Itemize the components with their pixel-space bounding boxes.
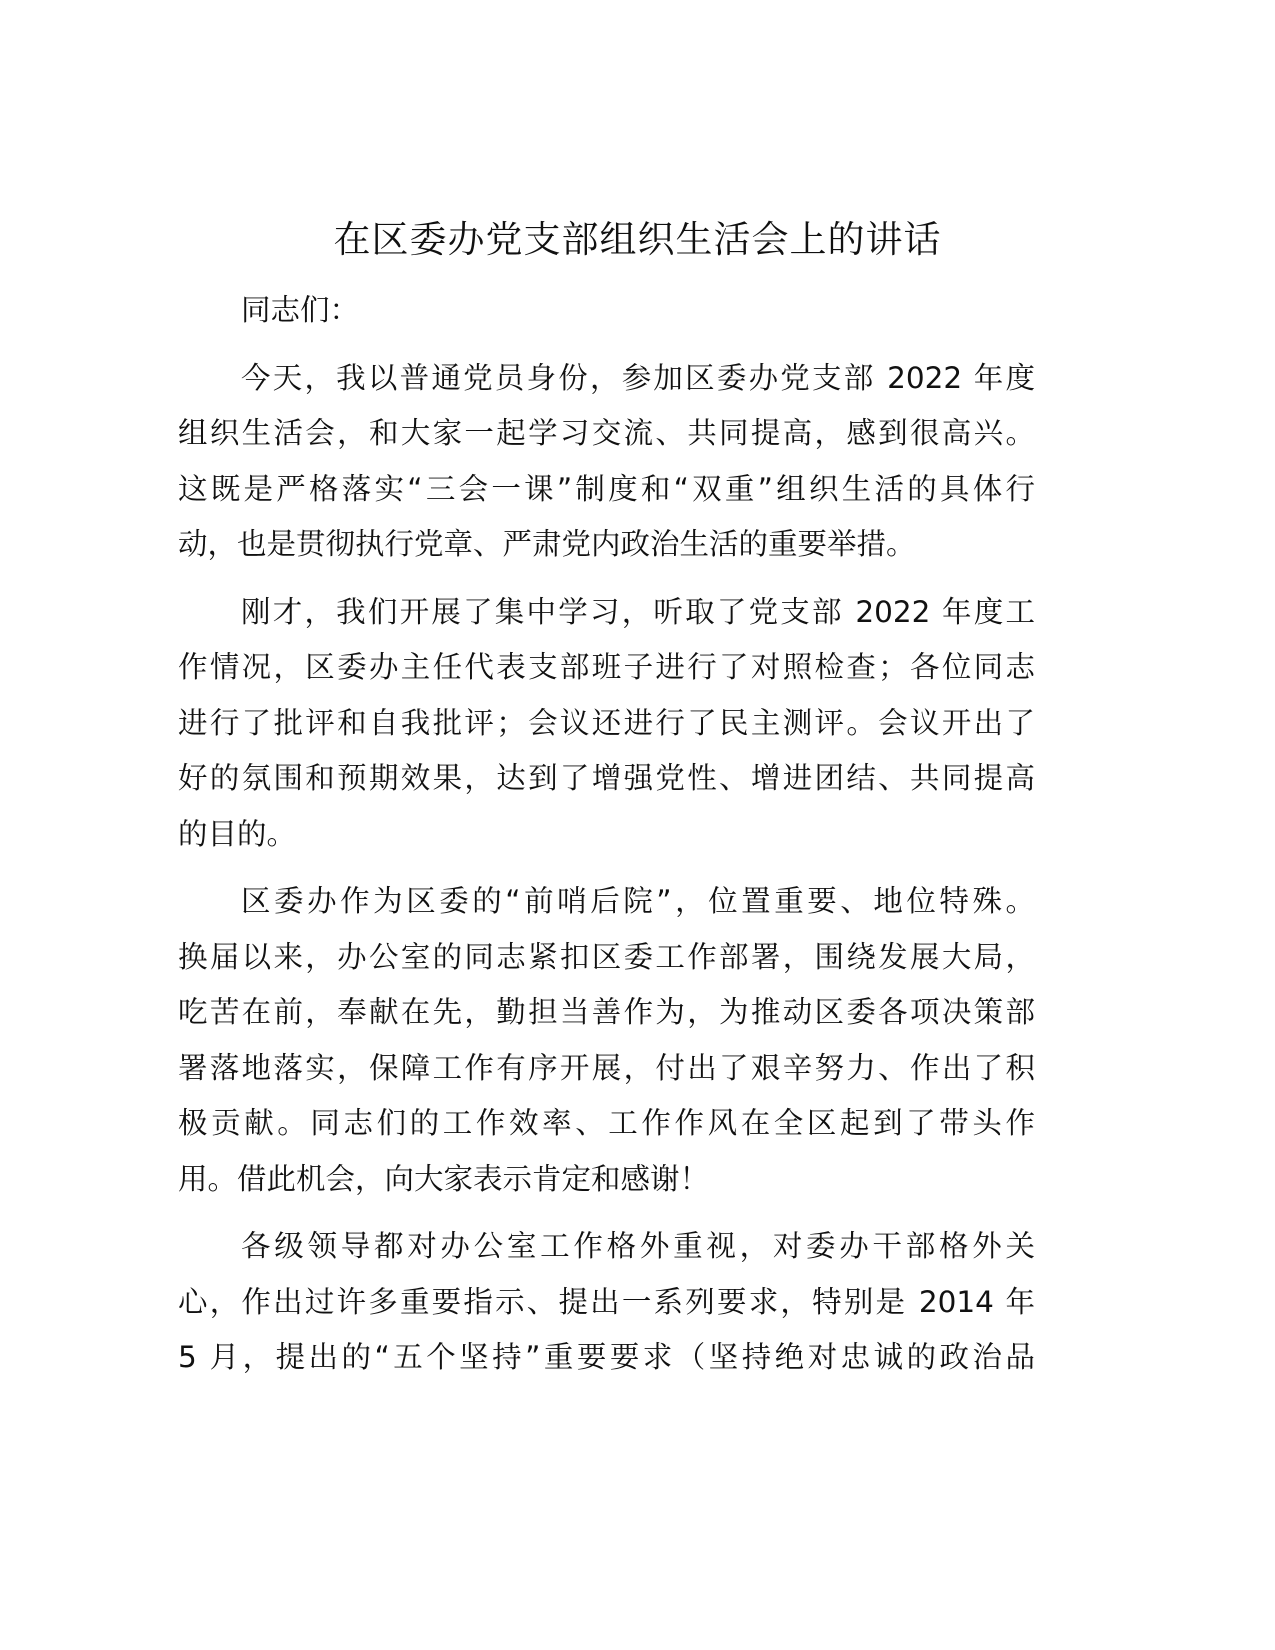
text-line: 署落地落实，保障工作有序开展，付出了艰辛努力、作出了积 [178, 1050, 1035, 1085]
paragraph [178, 351, 1035, 573]
text-line: 5 月，提出的“五个坚持”重要要求（坚持绝对忠诚的政治品 [178, 1340, 1035, 1374]
text-line: 这既是严格落实“三会一课”制度和“双重”组织生活的具体行 [178, 471, 1035, 506]
text-line: 动，也是贯彻执行党章、严肃党内政治生活的重要举措。 [178, 527, 916, 561]
paragraph [178, 585, 1035, 863]
text-line: 吃苦在前，奉献在先，勤担当善作为，为推动区委各项决策部 [178, 995, 1035, 1029]
paragraph [178, 283, 1035, 339]
text-line: 同志们： [241, 293, 360, 327]
text-line: 进行了批评和自我批评；会议还进行了民主测评。会议开出了 [178, 705, 1035, 740]
text-line: 组织生活会，和大家一起学习交流、共同提高，感到很高兴。 [178, 416, 1035, 450]
text-line: 区委办作为区委的“前哨后院”，位置重要、地位特殊。 [241, 884, 1035, 918]
text-line: 极贡献。同志们的工作效率、工作作风在全区起到了带头作 [178, 1106, 1035, 1140]
paragraph [178, 874, 1035, 1207]
text-line: 作情况，区委办主任代表支部班子进行了对照检查；各位同志 [178, 650, 1035, 684]
text-line: 用。借此机会，向大家表示肯定和感谢！ [178, 1161, 710, 1196]
text-line: 心，作出过许多重要指示、提出一系列要求，特别是 2014 年 [178, 1284, 1035, 1319]
text-line: 刚才，我们开展了集中学习，听取了党支部 2022 年度工 [241, 594, 1035, 629]
text-line: 今天，我以普通党员身份，参加区委办党支部 2022 年度 [241, 360, 1035, 395]
document-title: 在区委办党支部组织生活会上的讲话 [333, 218, 942, 261]
text-line: 各级领导都对办公室工作格外重视，对委办干部格外关 [241, 1229, 1035, 1263]
paragraph [178, 1219, 1035, 1386]
text-line: 好的氛围和预期效果，达到了增强党性、增进团结、共同提高 [178, 761, 1035, 795]
text-line: 换届以来，办公室的同志紧扣区委工作部署，围绕发展大局， [178, 939, 1035, 974]
document-body [178, 283, 1035, 1398]
text-line: 的目的。 [178, 816, 297, 851]
